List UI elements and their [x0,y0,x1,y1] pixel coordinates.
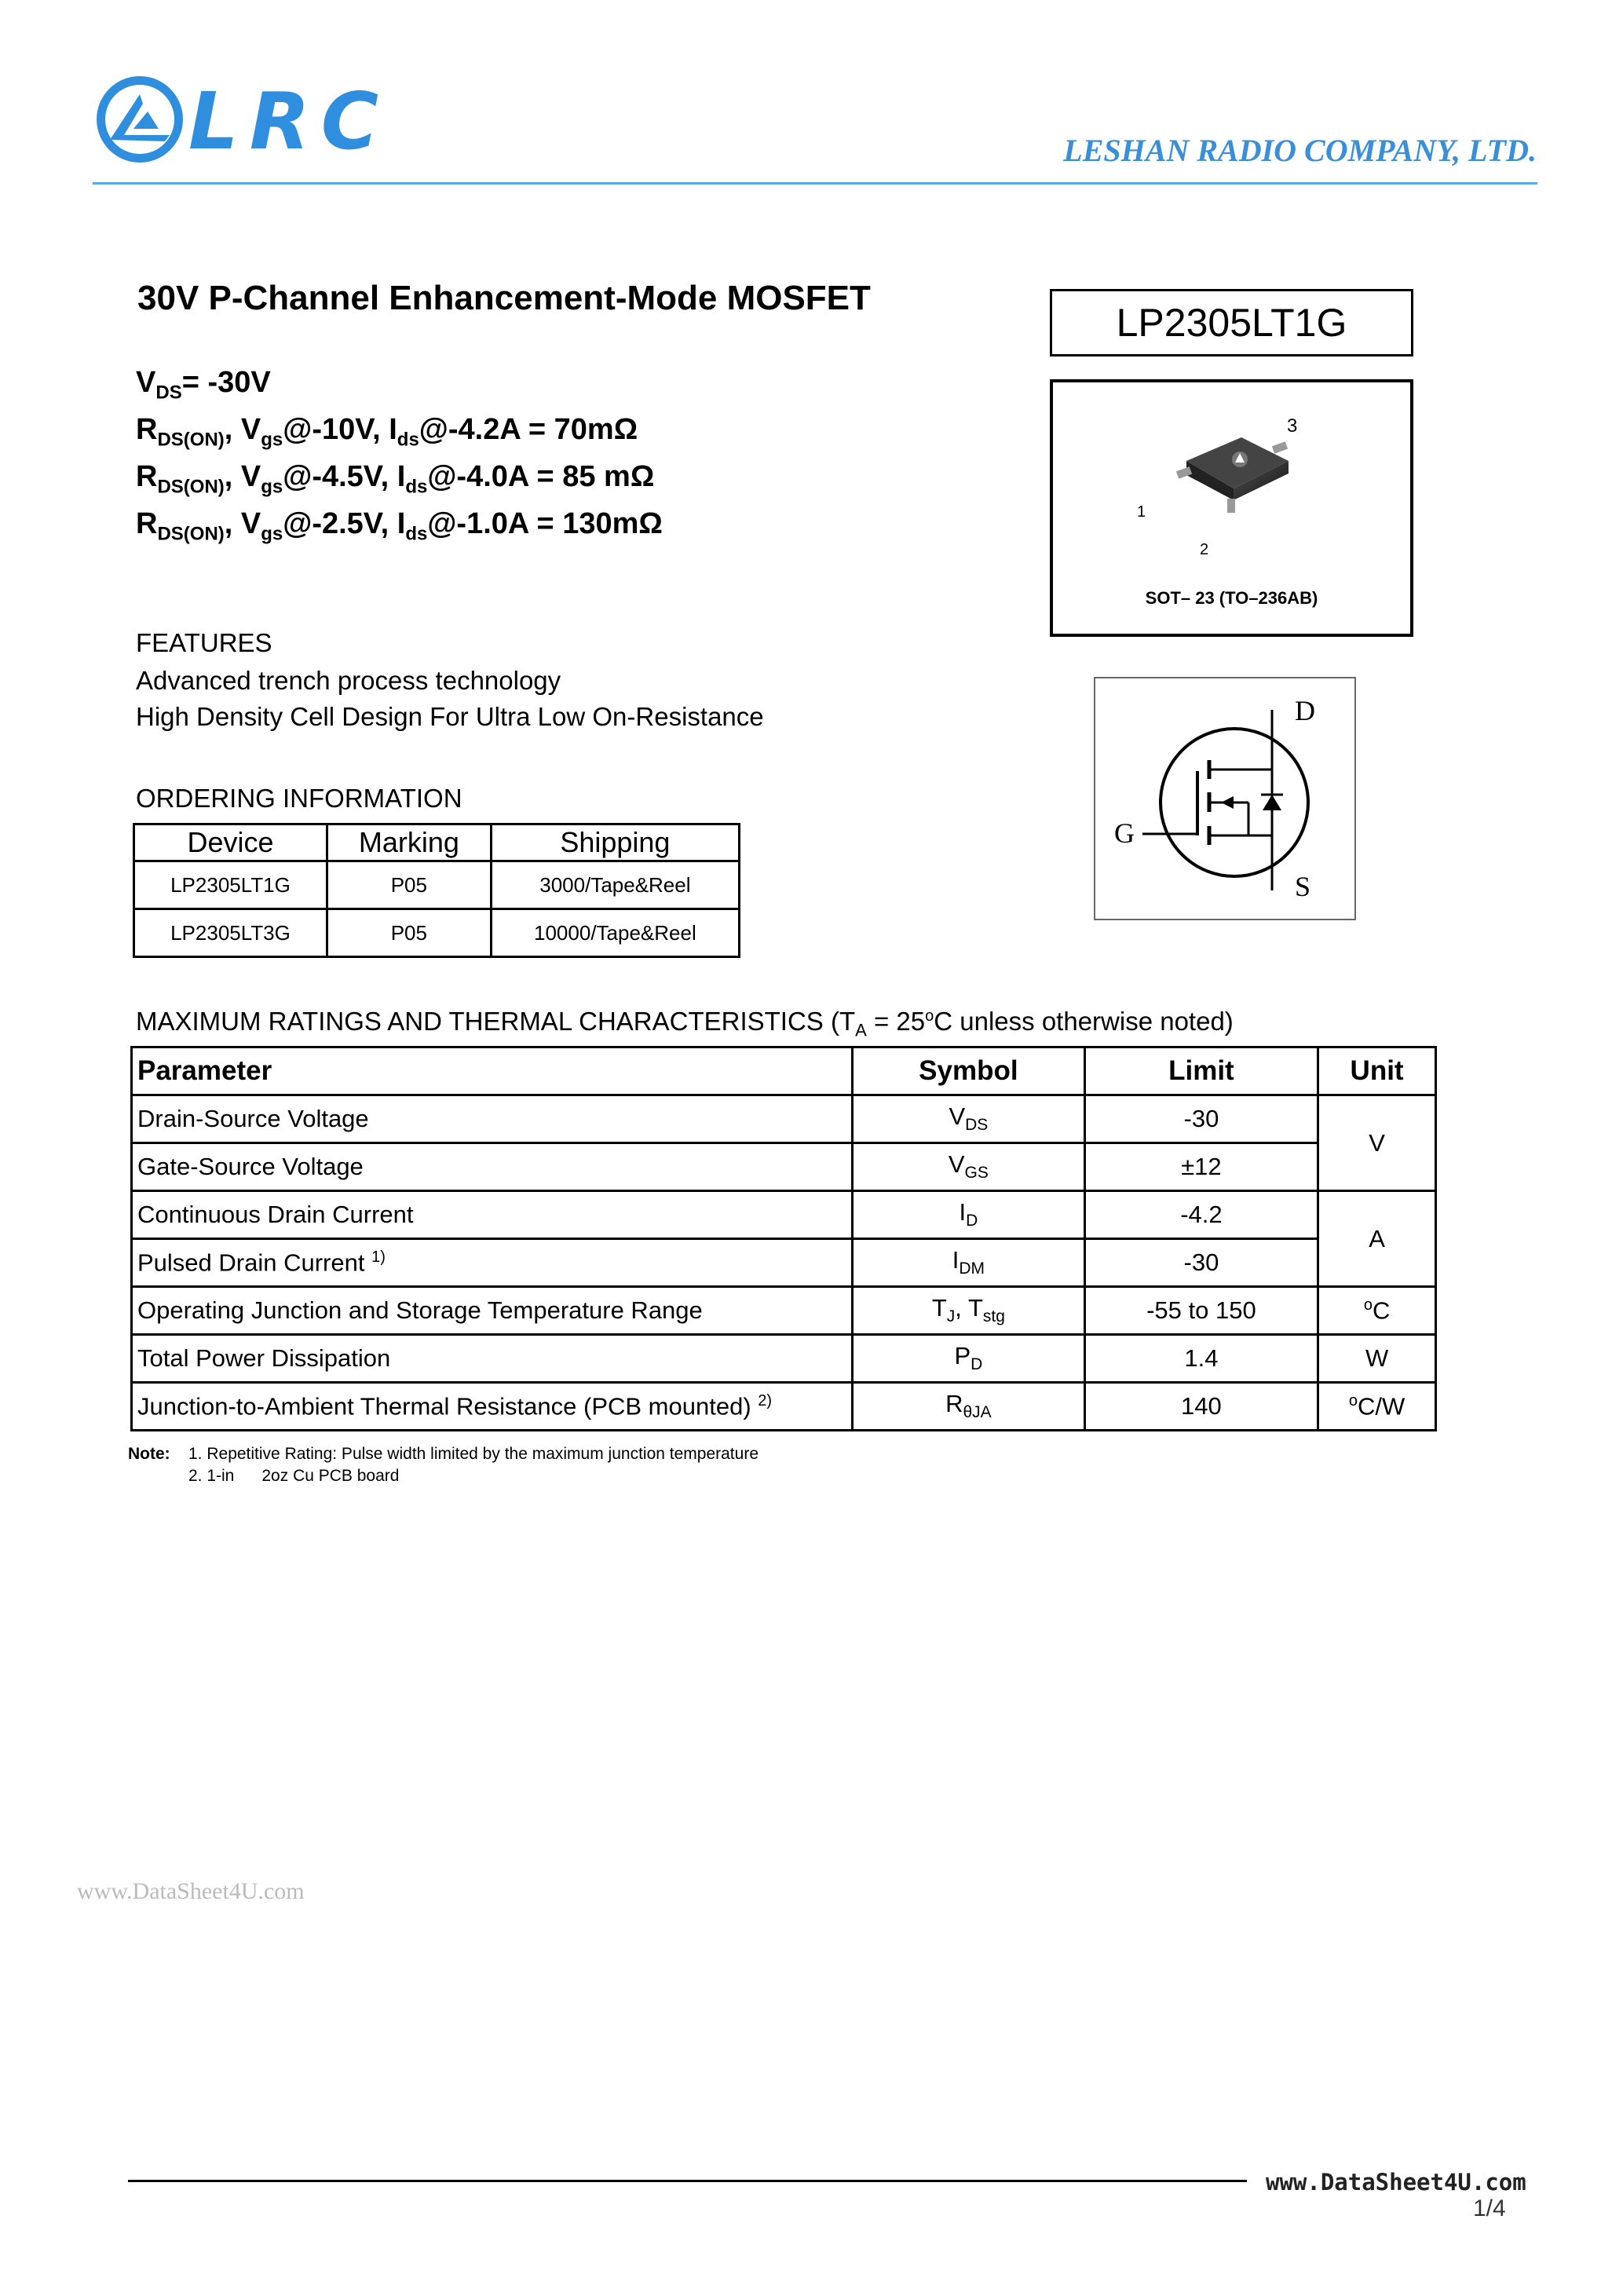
unit-cell: V [1318,1095,1436,1191]
part-number-box: LP2305LT1G [1050,289,1413,356]
limit-cell: 140 [1084,1383,1318,1431]
feature-item: Advanced trench process technology [136,666,561,695]
ratings-heading: MAXIMUM RATINGS AND THERMAL CHARACTERISTICS ($T_A = 25^oC$ unless otherwise noted) [136,1007,1234,1040]
mosfet-symbol-box [1094,677,1356,920]
unit-cell: $^o$C [1318,1287,1436,1335]
limit-cell: 1.4 [1084,1335,1318,1383]
table-row [132,1143,1436,1191]
table-row [132,1335,1436,1383]
symbol-cell: $I_D$ [853,1191,1085,1239]
symbol-cell: $I_{DM}$ [853,1239,1085,1287]
table-header-row [132,1047,1436,1095]
page-number: 1/4 [1473,2195,1506,2221]
col-unit: Unit [1318,1047,1436,1095]
note-1: 1. Repetitive Rating: Pulse width limited by the maximum junction temperature [188,1445,758,1463]
table-row [134,909,740,957]
unit-cell: $^o$C/W [1318,1383,1436,1431]
note-2: 2. 1-in 2oz Cu PCB board [188,1467,400,1485]
gate-label: G [1114,817,1135,849]
limit-cell: -30 [1084,1239,1318,1287]
limit-cell: -55 to 150 [1084,1287,1318,1335]
ratings-table [130,1046,1437,1431]
col-device: Device [134,824,327,861]
param-cell: Gate-Source Voltage [132,1143,853,1191]
p-channel-mosfet-icon [1095,678,1354,919]
col-shipping: Shipping [491,824,739,861]
col-symbol: Symbol [853,1047,1085,1095]
spec-vds: $V_{DS}= -30V$ [136,366,271,404]
feature-item: High Density Cell Design For Ultra Low On-Resistance [136,702,764,731]
unit-cell: A [1318,1191,1436,1287]
param-cell: Pulsed Drain Current $^{1)}$ [132,1239,853,1287]
package-box [1050,379,1413,637]
unit-cell: W [1318,1335,1436,1383]
symbol-cell: $T_J$, $T_{stg}$ [853,1287,1085,1335]
param-cell: Drain-Source Voltage [132,1095,853,1143]
header-divider [93,182,1537,185]
table-row [132,1287,1436,1335]
footer-divider [128,2180,1247,2182]
spec-rds-3: $R_{DS(ON)}$, $V_{gs}@-2.5V$, $I_{ds}@-1.0A = 130m\Omega$ [136,507,663,545]
watermark-left: www.DataSheet4U.com [77,1878,305,1904]
features-heading: FEATURES [136,628,272,657]
pin-1-label: 1 [1137,503,1146,521]
package-label: SOT– 23 (TO–236AB) [1145,588,1318,608]
pin-3-label: 3 [1287,415,1298,437]
cell: LP2305LT1G [134,861,327,909]
cell: 3000/Tape&Reel [491,861,739,909]
spec-rds-2: $R_{DS(ON)}$, $V_{gs}@-4.5V$, $I_{ds}@-4.0A = 85$ mΩ [136,460,655,498]
limit-cell: -4.2 [1084,1191,1318,1239]
symbol-cell: $R_{\theta JA}$ [853,1383,1085,1431]
table-row [132,1239,1436,1287]
watermark-right: www.DataSheet4U.com [1266,2169,1526,2195]
logo-text: LRC [188,75,390,167]
table-row [134,861,740,909]
col-limit: Limit [1084,1047,1318,1095]
symbol-cell: $V_{GS}$ [853,1143,1085,1191]
cell: LP2305LT3G [134,909,327,957]
limit-cell: -30 [1084,1095,1318,1143]
cell: 10000/Tape&Reel [491,909,739,957]
cell: P05 [327,909,491,957]
param-cell: Junction-to-Ambient Thermal Resistance (PCB mounted) $^{2)}$ [132,1383,853,1431]
cell: P05 [327,861,491,909]
col-parameter: Parameter [132,1047,853,1095]
symbol-cell: $P_D$ [853,1335,1085,1383]
spec-rds-1: $R_{DS(ON)}$, $V_{gs}@-10V$, $I_{ds}@-4.2A = 70m\Omega$ [136,413,638,451]
col-marking: Marking [327,824,491,861]
param-cell: Total Power Dissipation [132,1335,853,1383]
source-label: S [1295,871,1311,902]
pin-2-label: 2 [1200,541,1209,558]
drain-label: D [1295,695,1315,726]
limit-cell: ±12 [1084,1143,1318,1191]
symbol-cell: $V_{DS}$ [853,1095,1085,1143]
param-cell: Continuous Drain Current [132,1191,853,1239]
note-label: Note: [128,1445,170,1463]
table-header-row [134,824,740,861]
company-name: LESHAN RADIO COMPANY, LTD. [1063,133,1537,168]
param-cell: Operating Junction and Storage Temperature Range [132,1287,853,1335]
lrc-logo-icon [93,72,187,166]
ordering-table [133,823,740,958]
ordering-heading: ORDERING INFORMATION [136,784,462,813]
table-row [132,1095,1436,1143]
table-row [132,1383,1436,1431]
page-title: 30V P-Channel Enhancement-Mode MOSFET [137,279,871,317]
table-row [132,1191,1436,1239]
